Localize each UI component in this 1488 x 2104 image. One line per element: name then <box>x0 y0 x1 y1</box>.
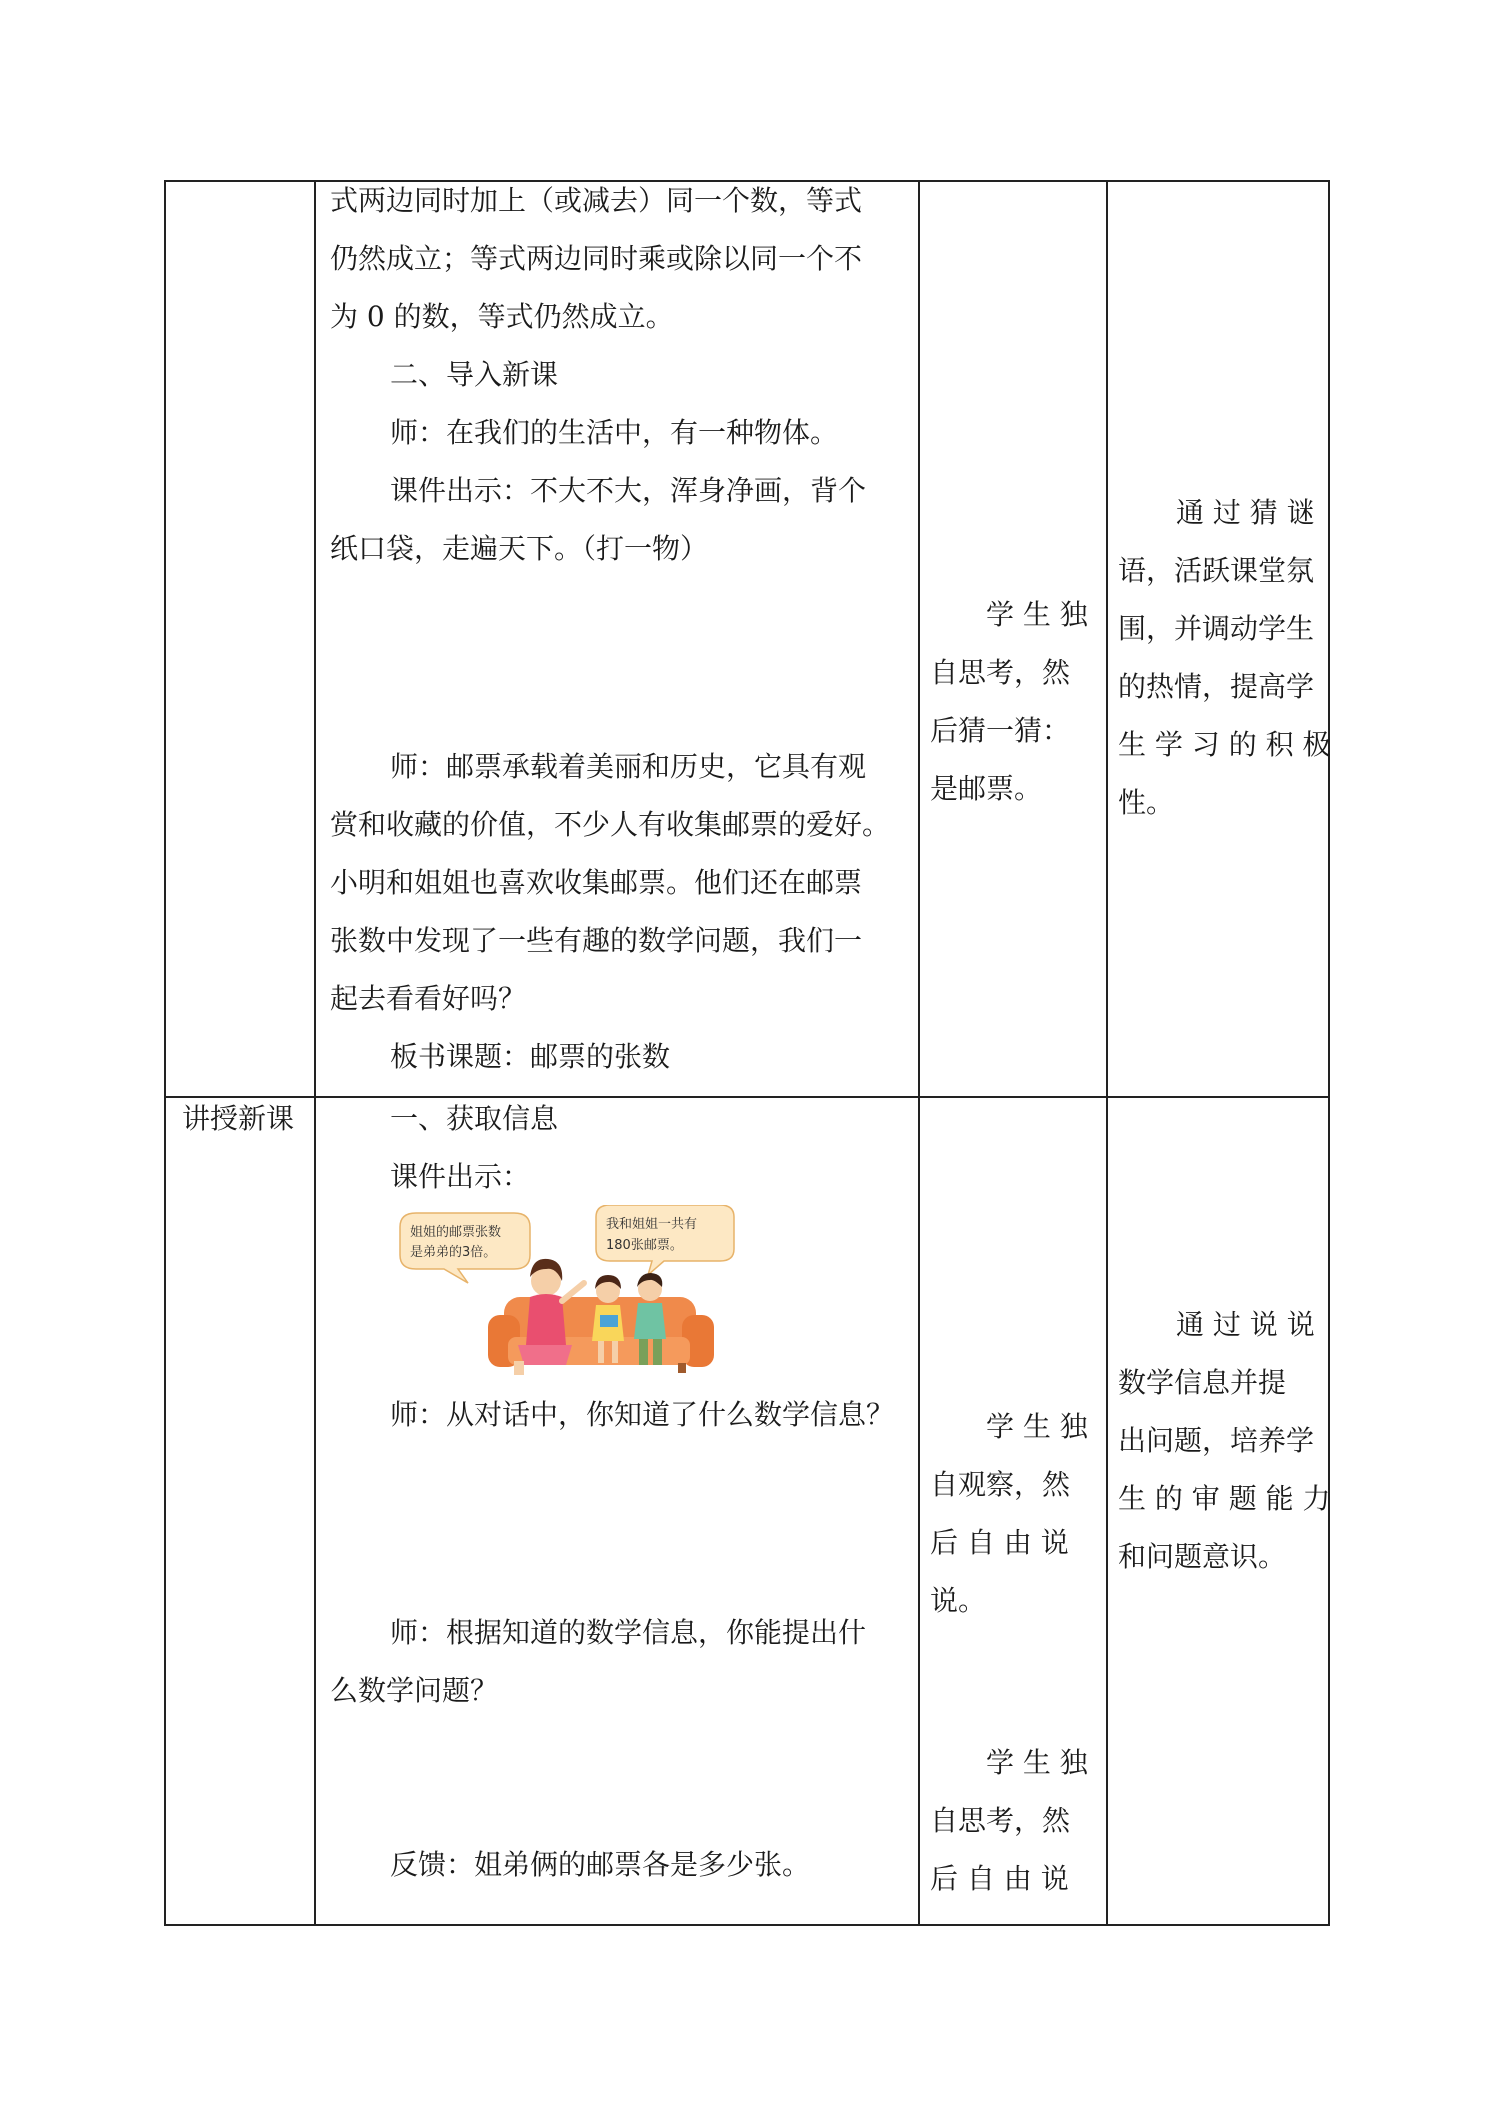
student-activity-line: 后 自 由 说 <box>930 1862 1069 1895</box>
design-intent-line: 出问题，培养学 <box>1118 1424 1315 1457</box>
table-row-divider <box>164 1096 1330 1098</box>
student-activity-line: 自思考，然 <box>930 656 1071 689</box>
student-activity-line: 自观察，然 <box>930 1468 1071 1501</box>
content-line: 式两边同时加上（或减去）同一个数，等式 <box>330 184 863 217</box>
bubble-left-line: 是弟弟的3倍。 <box>410 1245 497 1260</box>
table-col-line-4 <box>1106 180 1108 1926</box>
stage-label: 讲授新课 <box>182 1102 295 1135</box>
design-intent-line: 生 学 习 的 积 极 <box>1118 728 1331 761</box>
student-activity-line: 自思考，然 <box>930 1804 1071 1837</box>
content-line: 起去看看好吗？ <box>330 982 527 1015</box>
student-activity-line: 后猜一猜： <box>930 714 1071 747</box>
design-intent-line: 的热情，提高学 <box>1118 670 1315 703</box>
section-heading: 一、获取信息 <box>390 1102 559 1135</box>
content-line: 仍然成立；等式两边同时乘或除以同一个不 <box>330 242 863 275</box>
design-intent-line: 通 过 猜 谜 <box>1176 496 1315 529</box>
design-intent-line: 和问题意识。 <box>1118 1540 1287 1573</box>
content-line: 课件出示：不大不大，浑身净画，背个 <box>390 474 867 507</box>
student-activity-line: 说。 <box>930 1584 987 1617</box>
content-line: 师：邮票承载着美丽和历史，它具有观 <box>390 750 867 783</box>
bubble-left-line: 姐姐的邮票张数 <box>410 1225 502 1240</box>
content-line: 张数中发现了一些有趣的数学问题，我们一 <box>330 924 863 957</box>
design-intent-line: 性。 <box>1118 786 1175 819</box>
content-line: 反馈：姐弟俩的邮票各是多少张。 <box>390 1848 811 1881</box>
table-col-line-2 <box>314 180 316 1926</box>
student-activity-line: 学 生 独 <box>986 1746 1088 1779</box>
content-line: 师：在我们的生活中，有一种物体。 <box>390 416 839 449</box>
table-border-right <box>1328 180 1330 1926</box>
content-line: 板书课题：邮票的张数 <box>390 1040 671 1073</box>
stamp-collectors-illustration <box>396 1205 746 1377</box>
speech-bubble-right <box>596 1205 734 1275</box>
student-activity-line: 后 自 由 说 <box>930 1526 1069 1559</box>
student-activity-line: 学 生 独 <box>986 1410 1088 1443</box>
section-heading: 二、导入新课 <box>390 358 559 391</box>
content-line: 纸口袋，走遍天下。（打一物） <box>330 532 709 565</box>
design-intent-line: 通 过 说 说 <box>1176 1308 1315 1341</box>
table-border-bottom <box>164 1924 1330 1926</box>
content-line: 小明和姐姐也喜欢收集邮票。他们还在邮票 <box>330 866 863 899</box>
content-line: 赏和收藏的价值，不少人有收集邮票的爱好。 <box>330 808 891 841</box>
design-intent-line: 语，活跃课堂氛 <box>1118 554 1315 587</box>
content-line: 为 0 的数，等式仍然成立。 <box>330 300 674 333</box>
bubble-right-line: 我和姐姐一共有 <box>606 1217 698 1232</box>
table-col-line-1 <box>164 180 166 1926</box>
student-activity-line: 学 生 独 <box>986 598 1088 631</box>
table-col-line-3 <box>918 180 920 1926</box>
design-intent-line: 数学信息并提 <box>1118 1366 1287 1399</box>
design-intent-line: 围，并调动学生 <box>1118 612 1315 645</box>
content-line: 师：根据知道的数学信息，你能提出什 <box>390 1616 867 1649</box>
content-line: 课件出示： <box>390 1160 531 1193</box>
content-line: 么数学问题？ <box>330 1674 499 1707</box>
bubble-right-line: 180张邮票。 <box>606 1238 683 1253</box>
speech-bubble-left <box>400 1213 530 1283</box>
student-activity-line: 是邮票。 <box>930 772 1043 805</box>
design-intent-line: 生 的 审 题 能 力 <box>1118 1482 1331 1515</box>
content-line: 师：从对话中，你知道了什么数学信息？ <box>390 1398 895 1431</box>
